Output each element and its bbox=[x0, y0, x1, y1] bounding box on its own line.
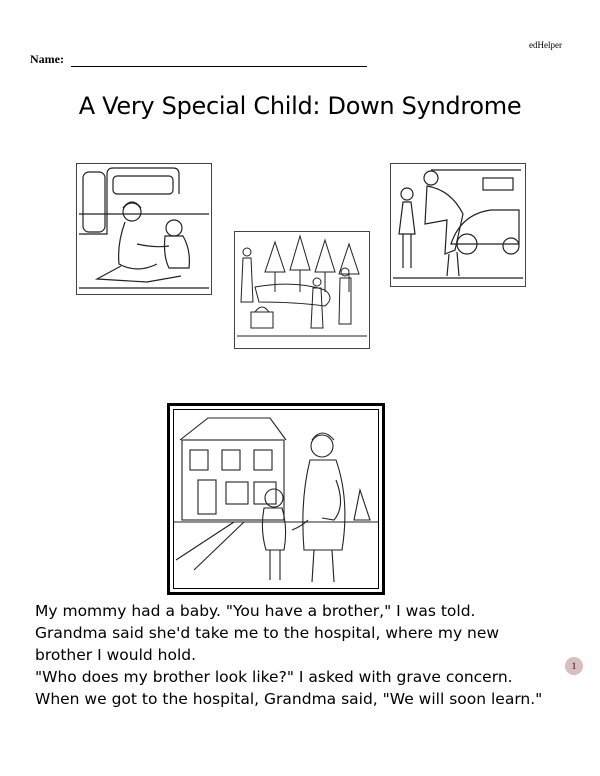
page-number-badge: 1 bbox=[565, 657, 583, 675]
name-write-line bbox=[71, 56, 367, 67]
mother-and-baby-illustration bbox=[76, 163, 212, 295]
story-line: When we got to the hospital, Grandma said, "We will soon learn." bbox=[35, 690, 543, 708]
story-line: My mommy had a baby. "You have a brother," I was told. bbox=[35, 602, 476, 620]
grandmother-and-child-house-illustration bbox=[167, 403, 385, 595]
story-line: "Who does my brother look like?" I asked with grave concern. bbox=[35, 668, 513, 686]
brand-label: edHelper bbox=[529, 40, 562, 50]
story-line: Grandma said she'd take me to the hospital, where my new bbox=[35, 624, 500, 642]
father-and-child-car-illustration bbox=[390, 163, 526, 287]
worksheet-title: A Very Special Child: Down Syndrome bbox=[78, 92, 522, 120]
story-line: brother I would hold. bbox=[35, 646, 197, 664]
name-label: Name: bbox=[30, 52, 64, 66]
story-text bbox=[35, 600, 575, 710]
family-picnic-illustration bbox=[234, 231, 370, 349]
name-field-row bbox=[30, 52, 367, 67]
